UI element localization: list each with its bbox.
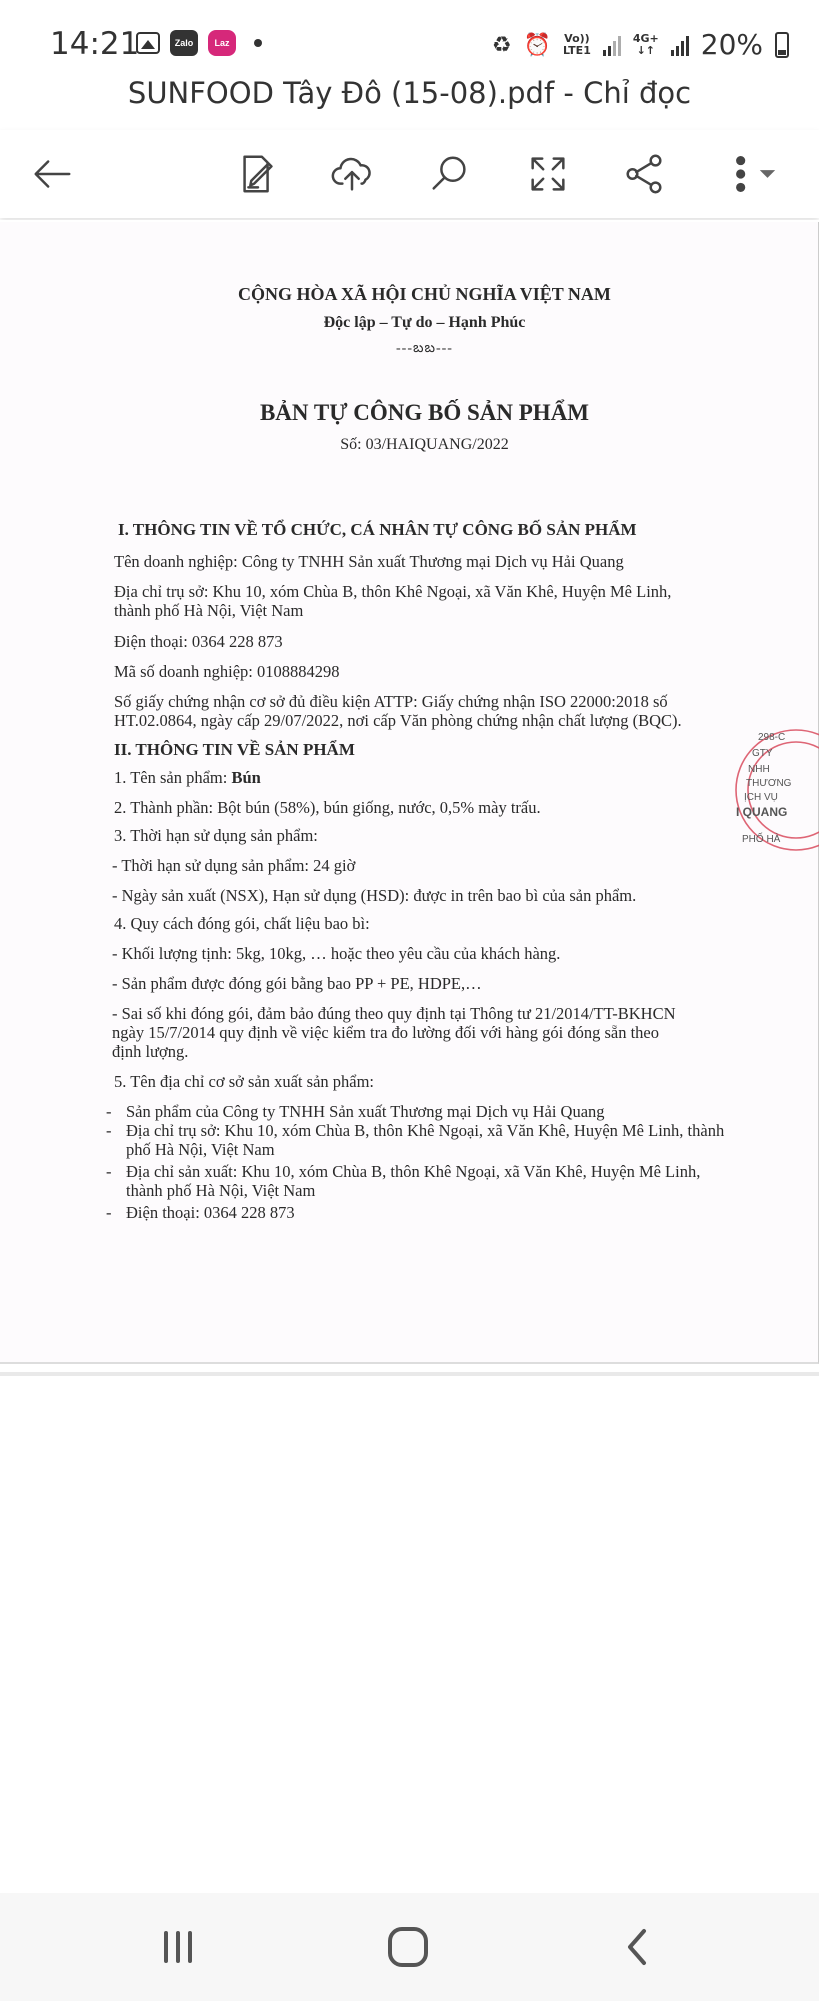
- edit-button[interactable]: [228, 144, 288, 204]
- home-icon: [385, 1924, 431, 1970]
- system-icons: [492, 28, 789, 61]
- doc-header-ornament: ---బబ---: [396, 341, 453, 356]
- producer-item-dash: -: [106, 1203, 112, 1222]
- edit-icon: [235, 151, 281, 197]
- producer-item: [106, 1121, 731, 1159]
- stamp-text: I QUANG: [736, 805, 788, 819]
- cert-line1: Số giấy chứng nhận cơ sở đủ điều kiện ATTP: Giấy chứng nhận ISO 22000:2018 số: [114, 692, 668, 711]
- gallery-icon: [136, 32, 160, 54]
- document-viewport[interactable]: [0, 220, 819, 1375]
- shelf-life-title: 3. Thời hạn sử dụng sản phẩm:: [114, 826, 318, 845]
- recent-apps-button[interactable]: [148, 1919, 208, 1975]
- lte-label: LTE1: [562, 43, 591, 57]
- company-name: Tên doanh nghiệp: Công ty TNHH Sản xuất Thương mại Dịch vụ Hải Quang: [114, 552, 624, 571]
- page-separator: [0, 1372, 819, 1376]
- toolbar: [0, 130, 819, 218]
- back-button[interactable]: [608, 1919, 668, 1975]
- back-arrow-button[interactable]: [22, 144, 82, 204]
- back-icon: [618, 1927, 658, 1967]
- signal-strength-icon-1: [603, 34, 621, 56]
- more-notifications-dot-icon: [254, 39, 262, 47]
- home-button[interactable]: [378, 1919, 438, 1975]
- share-button[interactable]: [614, 144, 674, 204]
- stamp-text: NHH: [748, 764, 770, 775]
- product-name-label: 1. Tên sản phẩm:: [114, 768, 232, 787]
- producer-item-dash: -: [106, 1121, 112, 1140]
- packaging-title: 4. Quy cách đóng gói, chất liệu bao bì:: [114, 914, 370, 933]
- fullscreen-button[interactable]: [518, 144, 578, 204]
- stamp-text: GTY: [752, 748, 773, 759]
- company-phone: Điện thoại: 0364 228 873: [114, 632, 283, 651]
- shelf-life-value: - Thời hạn sử dụng sản phẩm: 24 giờ: [112, 856, 356, 875]
- status-bar: [0, 0, 819, 88]
- more-options-button[interactable]: [716, 144, 796, 204]
- navigation-bar: [0, 1893, 819, 2001]
- producer-item-dash: -: [106, 1102, 112, 1121]
- tolerance-line1: - Sai số khi đóng gói, đảm bảo đúng theo quy định tại Thông tư 21/2014/TT-BKHCN: [112, 1004, 676, 1023]
- company-seal-stamp: [724, 720, 819, 860]
- cert-line2: HT.02.0864, ngày cấp 29/07/2022, nơi cấp Văn phòng chứng nhận chất lượng (BQC).: [114, 711, 682, 730]
- share-icon: [621, 151, 667, 197]
- battery-percentage: 20%: [700, 28, 763, 61]
- battery-saver-icon: ♻: [491, 31, 512, 57]
- search-button[interactable]: [420, 144, 480, 204]
- stamp-text: THƯƠNG: [746, 778, 792, 789]
- product-ingredients: 2. Thành phần: Bột bún (58%), bún giống, nước, 0,5% mày trấu.: [114, 798, 541, 817]
- volte-label: Vo)): [564, 31, 590, 45]
- cloud-upload-button[interactable]: [322, 144, 382, 204]
- status-time: 14:21: [50, 26, 140, 62]
- network-4g-indicator: [633, 33, 659, 57]
- producer-item-text: Điện thoại: 0364 228 873: [126, 1203, 295, 1222]
- producer-item-dash: -: [106, 1162, 112, 1181]
- stamp-text: ỊCH VỤ: [744, 792, 778, 803]
- signal-strength-icon-2: [671, 34, 689, 56]
- fullscreen-icon: [525, 151, 571, 197]
- tolerance-line3: định lượng.: [112, 1042, 189, 1061]
- section-2-title: II. THÔNG TIN VỀ SẢN PHẨM: [114, 740, 355, 759]
- network-4g-label: 4G+: [632, 31, 659, 45]
- producer-title: 5. Tên địa chỉ cơ sở sản xuất sản phẩm:: [114, 1072, 375, 1091]
- section-1-title: I. THÔNG TIN VỀ TỔ CHỨC, CÁ NHÂN TỰ CÔNG BỐ SẢN PHẨM: [118, 520, 637, 539]
- volte-indicator: [563, 33, 591, 57]
- product-name: [114, 768, 729, 787]
- battery-icon: [775, 32, 789, 58]
- producer-item-text: Địa chỉ sản xuất: Khu 10, xóm Chùa B, thôn Khê Ngoại, xã Văn Khê, Huyện Mê Linh, thành phố Hà Nội, Việt Nam: [126, 1162, 701, 1200]
- shelf-life-dates: - Ngày sản xuất (NSX), Hạn sử dụng (HSD): được in trên bao bì của sản phẩm.: [112, 886, 637, 905]
- stamp-text: 298-C: [758, 732, 786, 743]
- more-icon: [724, 151, 788, 197]
- pdf-page[interactable]: [0, 222, 819, 1364]
- data-arrows-icon: ↓↑: [636, 43, 656, 57]
- producer-item: [106, 1102, 731, 1121]
- alarm-icon: ⏰: [523, 31, 551, 57]
- zalo-icon: Zalo: [170, 30, 198, 56]
- recent-apps-icon: [158, 1927, 198, 1967]
- business-code: Mã số doanh nghiệp: 0108884298: [114, 662, 340, 681]
- back-arrow-icon: [29, 151, 75, 197]
- stamp-text: PHỐ HÀ: [742, 834, 781, 845]
- producer-item-text: Địa chỉ trụ sở: Khu 10, xóm Chùa B, thôn Khê Ngoại, xã Văn Khê, Huyện Mê Linh, thành phố Hà Nội, Việt Nam: [126, 1121, 725, 1159]
- packaging-weight: - Khối lượng tịnh: 5kg, 10kg, … hoặc theo yêu cầu của khách hàng.: [112, 944, 561, 963]
- doc-main-title: BẢN TỰ CÔNG BỐ SẢN PHẨM: [259, 400, 590, 425]
- tolerance-line2: ngày 15/7/2014 quy định về việc kiểm tra đo lường đối với hàng gói đóng sẵn theo: [112, 1023, 659, 1042]
- notification-icons: [136, 30, 262, 56]
- packaging-material: - Sản phẩm được đóng gói bằng bao PP + PE, HDPE,…: [112, 974, 482, 993]
- document-title: SUNFOOD Tây Đô (15-08).pdf - Chỉ đọc: [127, 76, 692, 110]
- doc-header-nation: CỘNG HÒA XÃ HỘI CHỦ NGHĨA VIỆT NAM: [238, 284, 611, 304]
- producer-item-text: Sản phẩm của Công ty TNHH Sản xuất Thương mại Dịch vụ Hải Quang: [126, 1102, 605, 1121]
- search-icon: [427, 151, 473, 197]
- doc-header-motto: Độc lập – Tự do – Hạnh Phúc: [323, 314, 526, 331]
- producer-item: [106, 1203, 731, 1222]
- product-name-value: Bún: [231, 768, 261, 787]
- company-address-line1: Địa chỉ trụ sở: Khu 10, xóm Chùa B, thôn Khê Ngoại, xã Văn Khê, Huyện Mê Linh,: [114, 582, 672, 601]
- lazada-icon: Laz: [208, 30, 236, 56]
- doc-number: Số: 03/HAIQUANG/2022: [340, 436, 509, 453]
- producer-item: [106, 1162, 731, 1200]
- cloud-upload-icon: [329, 151, 375, 197]
- company-address-line2: thành phố Hà Nội, Việt Nam: [114, 601, 304, 620]
